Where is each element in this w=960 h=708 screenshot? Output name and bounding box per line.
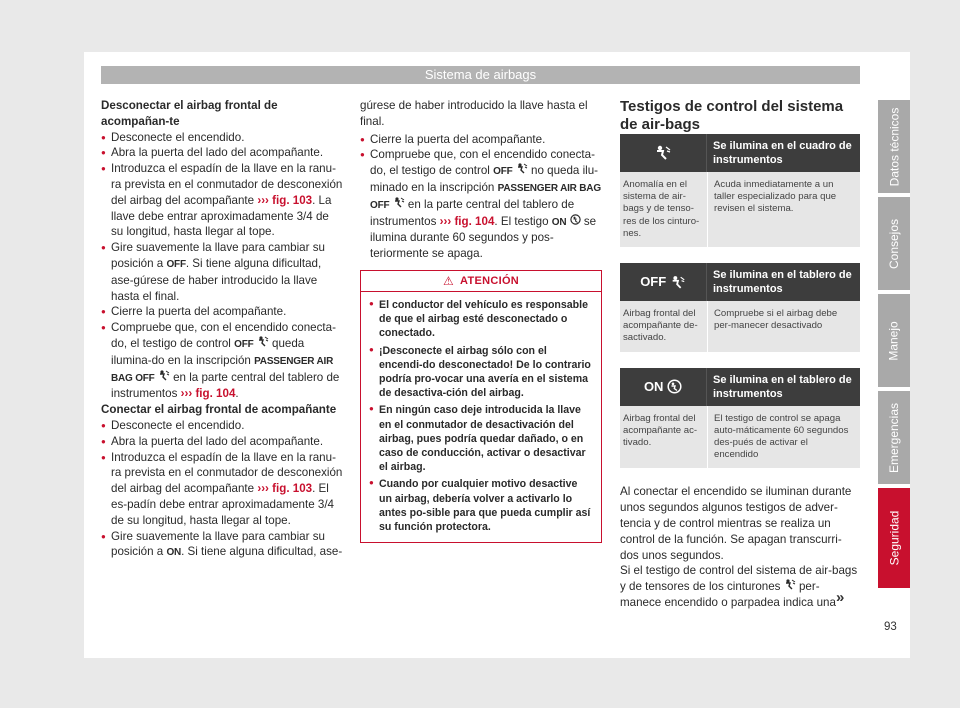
- table-row: [620, 172, 860, 247]
- airbag-person-icon: [516, 163, 528, 179]
- step-text: Cierre la puerta del acompañante.: [370, 132, 546, 146]
- airbag-person-icon: [393, 197, 405, 213]
- page-number: 93: [884, 621, 897, 633]
- column-3: [620, 98, 860, 611]
- warning-body: [361, 292, 601, 542]
- tab-label: Seguridad: [887, 510, 901, 566]
- paragraph-text: Si el testigo de control del sistema de air-bags y de tensores de los cinturones: [620, 564, 858, 594]
- tab-emergencias[interactable]: [878, 391, 910, 484]
- continue-mark: »: [836, 589, 845, 606]
- warning-header: [361, 271, 601, 292]
- airbag-warning-icon: [620, 134, 706, 172]
- warning-title: ATENCIÓN: [460, 275, 520, 287]
- step-text: . Si tiene alguna dificultad, ase-: [181, 545, 343, 559]
- step-text: se ilumina durante 60 segundos y pos-teriormente se apaga.: [370, 214, 597, 261]
- step-text: Introduzca el espadín de la llave en la ranu-ra prevista en el conmutador de desconexión del airbag del acompañante: [111, 450, 343, 496]
- airbag-person-icon: [784, 579, 796, 595]
- tab-label: Datos técnicos: [887, 107, 902, 186]
- table-header-text: Se ilumina en el cuadro de instrumentos: [706, 134, 860, 172]
- step-text: . El testigo: [494, 214, 549, 228]
- table-row: [620, 301, 860, 352]
- step-text: Abra la puerta del lado del acompañante.: [111, 146, 324, 160]
- tab-consejos[interactable]: [878, 197, 910, 290]
- passenger-airbag-off-symbol: PASSENGER AIR BAG OFF: [111, 355, 334, 384]
- table-cell-action: El testigo de control se apaga auto-máticamente 60 segundos des-pués de activar el encendido: [707, 406, 860, 469]
- step-text: .: [235, 387, 239, 401]
- airbag-circle-icon: [570, 214, 581, 230]
- warning-triangle-icon: ⚠: [442, 274, 455, 288]
- step-text: Compruebe que, con el encendido conecta-do, el testigo de control: [370, 148, 595, 178]
- icon-label: ON: [643, 378, 664, 394]
- paragraph: gúrese de haber introducido la llave hasta el final.: [360, 99, 588, 128]
- on-symbol: ON: [551, 216, 567, 228]
- heading-disconnect: Desconectar el airbag frontal de acompañan-te: [101, 99, 278, 128]
- tab-seguridad[interactable]: [878, 488, 910, 588]
- step-text: Compruebe que, con el encendido conecta-do, el testigo de control: [111, 321, 336, 350]
- table-cell-condition: Airbag frontal del acompañante ac-tivado.: [623, 412, 698, 449]
- figure-link[interactable]: fig. 104: [195, 387, 236, 401]
- list-item: [101, 145, 344, 161]
- table-cell-condition: Airbag frontal del acompañante de-sactivado.: [623, 308, 698, 344]
- figure-link[interactable]: fig. 103: [272, 193, 313, 207]
- arrow-mark: ›››: [257, 193, 269, 207]
- arrow-mark: ›››: [257, 482, 269, 496]
- indicator-table-off: [620, 263, 860, 352]
- list-item: [101, 304, 344, 320]
- step-text: en la parte central del tablero de instrumentos: [370, 197, 575, 228]
- indicator-table-on: [620, 368, 860, 469]
- step-text: . El es-padín debe entrar aproximadamente 3/4 de su longitud, hasta llegar al tope.: [111, 482, 334, 527]
- list-item: [360, 147, 603, 262]
- tab-label: Manejo: [887, 320, 902, 361]
- off-symbol: OFF: [166, 258, 186, 270]
- off-symbol: OFF: [493, 166, 513, 178]
- tab-label: Consejos: [887, 218, 901, 269]
- list-item: [101, 161, 344, 240]
- table-header-text: Se ilumina en el tablero de instrumentos: [706, 368, 860, 406]
- passenger-airbag-on-icon: [620, 368, 706, 406]
- section-title: Testigos de control del sistema de air-bags: [620, 98, 844, 133]
- tab-datos-tecnicos[interactable]: [878, 100, 910, 193]
- heading-connect: Conectar el airbag frontal de acompañante: [101, 403, 337, 417]
- on-symbol: ON: [166, 547, 182, 559]
- figure-link[interactable]: fig. 103: [272, 482, 313, 496]
- step-text: no queda ilu-minado en la inscripción: [370, 164, 599, 194]
- list-item: [101, 434, 344, 450]
- passenger-airbag-off-symbol: PASSENGER AIR BAG OFF: [370, 182, 601, 211]
- figure-link[interactable]: fig. 104: [454, 214, 495, 228]
- warning-box: [360, 270, 602, 543]
- airbag-person-icon: [158, 370, 170, 386]
- arrow-mark: ›››: [180, 387, 193, 401]
- step-text: Cierre la puerta del acompañante.: [111, 305, 287, 319]
- step-text: Introduzca el espadín de la llave en la ranu-ra prevista en el conmutador de desconexión del airbag del acompañante: [111, 162, 343, 207]
- table-cell-action: Acuda inmediatamente a un taller especializado para que revisen el sistema.: [707, 172, 860, 247]
- list-item: [101, 450, 344, 529]
- list-item: [101, 130, 344, 146]
- arrow-mark: ›››: [439, 214, 452, 228]
- step-text: queda ilumina-do en la inscripción: [111, 336, 305, 367]
- warning-item: ● En ningún caso deje introducida la llave en el conmutador de desactivación del airbag, pues podría quedar dañado, o en caso de conducción, activar o desactivar el airbag.: [369, 403, 593, 474]
- section-banner: Sistema de airbags: [101, 66, 860, 84]
- warning-item: ● Cuando por cualquier motivo desactive un airbag, debería volver a activarlo lo antes po-sible para que pueda cumplir así su función protectora.: [369, 477, 593, 534]
- step-text: Abra la puerta del lado del acompañante.: [111, 434, 324, 448]
- step-text: . Si tiene alguna dificultad, ase-gúrese de haber introducido la llave hasta el final.: [111, 256, 322, 303]
- tab-label: Emergencias: [887, 402, 901, 473]
- table-header: [620, 368, 860, 406]
- step-text: en la parte central del tablero de instrumentos: [111, 370, 340, 401]
- indicator-table-airbag: [620, 134, 860, 247]
- table-cell-condition: Anomalía en el sistema de air-bags y de tenso-res de los cinturo-nes.: [623, 179, 700, 239]
- column-1: [101, 98, 344, 561]
- off-symbol: OFF: [234, 338, 254, 350]
- table-row: [620, 406, 860, 469]
- table-header: [620, 134, 860, 172]
- step-text: Desconecte el encendido.: [111, 130, 245, 144]
- table-header-text: Se ilumina en el tablero de instrumentos: [706, 263, 860, 301]
- paragraph: Al conectar el encendido se iluminan durante unos segundos algunos testigos de adver-tencia y de control mientras se realiza un control de la función. Se apagan transcurri-dos unos segundos.: [620, 485, 852, 562]
- airbag-person-icon: [257, 336, 269, 352]
- warning-item: ● ¡Desconecte el airbag sólo con el encendi-do desconectado! De lo contrario podría pro-vocar una avería en el sistema de desactiva-ción del airbag.: [369, 344, 593, 401]
- table-cell-action: Compruebe si el airbag debe per-manecer desactivado: [707, 301, 860, 352]
- list-item: [101, 320, 344, 402]
- warning-item: ● El conductor del vehículo es responsable de que el airbag esté desconectado o conectado.: [369, 298, 593, 341]
- tab-manejo[interactable]: [878, 294, 910, 387]
- list-item: [101, 240, 344, 304]
- table-header: [620, 263, 860, 301]
- step-text: Desconecte el encendido.: [111, 418, 245, 432]
- paragraph-text: per-manece encendido o parpadea indica una: [620, 580, 836, 610]
- list-item: [101, 418, 344, 434]
- icon-label: OFF: [640, 274, 667, 290]
- list-item: [101, 529, 344, 562]
- step-text: Gire suavemente la llave para cambiar su posición a: [111, 529, 325, 559]
- list-item: [360, 132, 603, 148]
- passenger-airbag-off-icon: [620, 263, 706, 301]
- step-text: Gire suavemente la llave para cambiar su posición a: [111, 241, 325, 270]
- paragraph: [620, 563, 860, 610]
- step-text: . La llave debe entrar aproximadamente 3/4 de su longitud, hasta llegar al tope.: [111, 193, 332, 239]
- column-2: [360, 98, 603, 262]
